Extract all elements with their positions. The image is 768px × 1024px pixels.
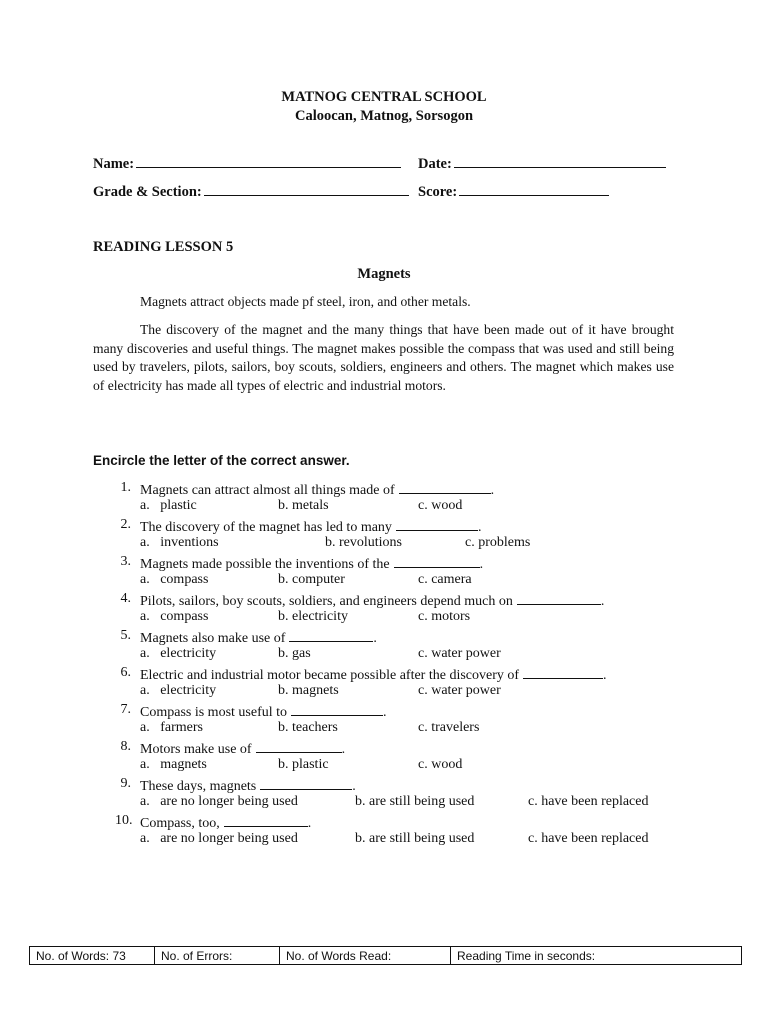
- choice-c[interactable]: c. problems: [465, 535, 531, 550]
- choice-row: [115, 720, 675, 738]
- choice-b[interactable]: b. are still being used: [355, 794, 475, 809]
- question-item: [115, 591, 675, 609]
- question-item: [115, 554, 675, 572]
- question-text: [140, 702, 387, 721]
- choice-row: [115, 609, 675, 627]
- answer-blank[interactable]: [396, 517, 478, 531]
- choice-a[interactable]: a. compass: [140, 572, 209, 587]
- choice-a[interactable]: a. electricity: [140, 683, 217, 698]
- errors-cell[interactable]: No. of Errors:: [155, 947, 280, 965]
- choice-row: [115, 831, 675, 849]
- choice-c[interactable]: c. water power: [418, 646, 501, 661]
- question-stem: The discovery of the magnet has led to many: [140, 520, 392, 535]
- choice-row: [115, 683, 675, 701]
- question-item: [115, 480, 675, 498]
- answer-blank[interactable]: [517, 591, 601, 605]
- choice-row: [115, 498, 675, 516]
- question-end-punctuation: .: [477, 520, 482, 535]
- question-stem: These days, magnets: [140, 779, 257, 794]
- question-number: 1.: [120, 480, 131, 495]
- choice-c[interactable]: c. have been replaced: [528, 794, 649, 809]
- answer-blank[interactable]: [399, 480, 491, 494]
- question-number: 10.: [115, 813, 133, 828]
- question-text: [140, 665, 607, 684]
- question-stem: Magnets made possible the inventions of the: [140, 557, 390, 572]
- words-count-cell: No. of Words: 73: [30, 947, 155, 965]
- grade-section-field[interactable]: [93, 181, 409, 201]
- question-number: 7.: [120, 702, 131, 717]
- choice-b[interactable]: b. teachers: [278, 720, 338, 735]
- lesson-heading: READING LESSON 5: [93, 239, 234, 255]
- choice-a[interactable]: a. compass: [140, 609, 209, 624]
- choice-a[interactable]: a. electricity: [140, 646, 217, 661]
- question-number: 9.: [120, 776, 131, 791]
- question-item: [115, 665, 675, 683]
- choice-row: [115, 757, 675, 775]
- score-label: Score:: [418, 184, 458, 200]
- choice-b[interactable]: b. magnets: [278, 683, 339, 698]
- question-end-punctuation: .: [373, 631, 377, 646]
- question-end-punctuation: .: [352, 779, 356, 794]
- choice-a[interactable]: a. are no longer being used: [140, 831, 298, 846]
- words-read-cell[interactable]: No. of Words Read:: [280, 947, 451, 965]
- choice-b[interactable]: b. are still being used: [355, 831, 475, 846]
- answer-blank[interactable]: [260, 776, 352, 790]
- question-number: 5.: [120, 628, 131, 643]
- question-item: [115, 628, 675, 646]
- question-number: 8.: [120, 739, 131, 754]
- lesson-title: Magnets: [357, 266, 411, 282]
- grade-section-line[interactable]: [204, 181, 409, 196]
- school-address: Caloocan, Matnog, Sorsogon: [294, 108, 474, 124]
- question-text: [140, 517, 481, 536]
- question-stem: Pilots, sailors, boy scouts, soldiers, and engineers depend much on: [140, 594, 513, 609]
- choice-b[interactable]: b. revolutions: [325, 535, 402, 550]
- question-item: [115, 776, 675, 794]
- instructions: Encircle the letter of the correct answer.: [93, 453, 350, 468]
- question-text: [140, 628, 377, 647]
- choice-c[interactable]: c. wood: [418, 498, 463, 513]
- choice-row: [115, 646, 675, 664]
- answer-blank[interactable]: [224, 813, 308, 827]
- reading-record-table: [29, 946, 742, 965]
- question-number: 6.: [120, 665, 131, 680]
- date-label: Date:: [418, 156, 452, 172]
- question-text: [140, 554, 483, 573]
- choice-b[interactable]: b. computer: [278, 572, 345, 587]
- choice-b[interactable]: b. electricity: [278, 609, 348, 624]
- question-number: 3.: [120, 554, 131, 569]
- name-line[interactable]: [136, 153, 401, 168]
- paragraph-2-text: The discovery of the magnet and the many things that have been made out of it have brought many discoveries and useful things. The magnet makes possible the compass that was used and still being used by travelers, pilots, sailors, boy scouts, soldiers, engineers and others. The magnet which makes use of electricity has made all types of electric and industrial motors.: [93, 322, 674, 394]
- choice-row: [115, 572, 675, 590]
- name-label: Name:: [93, 156, 135, 172]
- reading-time-cell[interactable]: Reading Time in seconds:: [451, 947, 742, 965]
- question-end-punctuation: .: [383, 705, 387, 720]
- choice-b[interactable]: b. metals: [278, 498, 329, 513]
- choice-c[interactable]: c. wood: [418, 757, 463, 772]
- question-text: [140, 813, 311, 832]
- choice-c[interactable]: c. travelers: [418, 720, 480, 735]
- score-field[interactable]: [418, 181, 609, 201]
- question-text: [140, 739, 345, 758]
- choice-a[interactable]: a. farmers: [140, 720, 203, 735]
- choice-c[interactable]: c. have been replaced: [528, 831, 649, 846]
- question-end-punctuation: .: [490, 483, 495, 498]
- question-stem: Compass is most useful to: [140, 705, 288, 720]
- question-stem: Magnets can attract almost all things made of: [140, 483, 395, 498]
- answer-blank[interactable]: [394, 554, 480, 568]
- answer-blank[interactable]: [289, 628, 373, 642]
- score-line[interactable]: [459, 181, 609, 196]
- question-stem: Magnets also make use of: [140, 631, 286, 646]
- choice-c[interactable]: c. water power: [418, 683, 501, 698]
- choice-a[interactable]: a. magnets: [140, 757, 207, 772]
- question-text: [140, 591, 604, 610]
- date-field[interactable]: [418, 153, 666, 173]
- question-stem: Electric and industrial motor became possible after the discovery of: [140, 668, 520, 683]
- question-end-punctuation: .: [341, 742, 346, 757]
- answer-blank[interactable]: [291, 702, 383, 716]
- date-line[interactable]: [454, 153, 666, 168]
- answer-blank[interactable]: [523, 665, 603, 679]
- question-item: [115, 813, 675, 831]
- question-end-punctuation: .: [600, 594, 605, 609]
- paragraph-1-text: Magnets attract objects made pf steel, iron, and other metals.: [140, 294, 471, 309]
- question-stem: Motors make use of: [140, 742, 252, 757]
- choice-a[interactable]: a. are no longer being used: [140, 794, 298, 809]
- question-end-punctuation: .: [307, 816, 312, 831]
- choice-c[interactable]: c. motors: [418, 609, 471, 624]
- question-number: 4.: [120, 591, 131, 606]
- question-end-punctuation: .: [479, 557, 484, 572]
- grade-section-label: Grade & Section:: [93, 184, 202, 200]
- choice-a[interactable]: a. inventions: [140, 535, 219, 550]
- choice-b[interactable]: b. gas: [278, 646, 311, 661]
- question-text: [140, 480, 494, 499]
- choice-row: [115, 535, 675, 553]
- choice-b[interactable]: b. plastic: [278, 757, 329, 772]
- question-item: [115, 702, 675, 720]
- question-stem: Compass, too,: [140, 816, 220, 831]
- choice-row: [115, 794, 675, 812]
- question-item: [115, 517, 675, 535]
- question-text: [140, 776, 356, 795]
- choice-c[interactable]: c. camera: [418, 572, 472, 587]
- question-end-punctuation: .: [603, 668, 607, 683]
- school-name: MATNOG CENTRAL SCHOOL: [281, 89, 487, 105]
- choice-a[interactable]: a. plastic: [140, 498, 197, 513]
- answer-blank[interactable]: [256, 739, 342, 753]
- question-number: 2.: [120, 517, 131, 532]
- reading-record-row: [30, 947, 742, 965]
- passage-paragraph-2: [93, 321, 674, 396]
- question-item: [115, 739, 675, 757]
- passage-paragraph-1: [93, 293, 674, 312]
- name-field[interactable]: [93, 153, 401, 173]
